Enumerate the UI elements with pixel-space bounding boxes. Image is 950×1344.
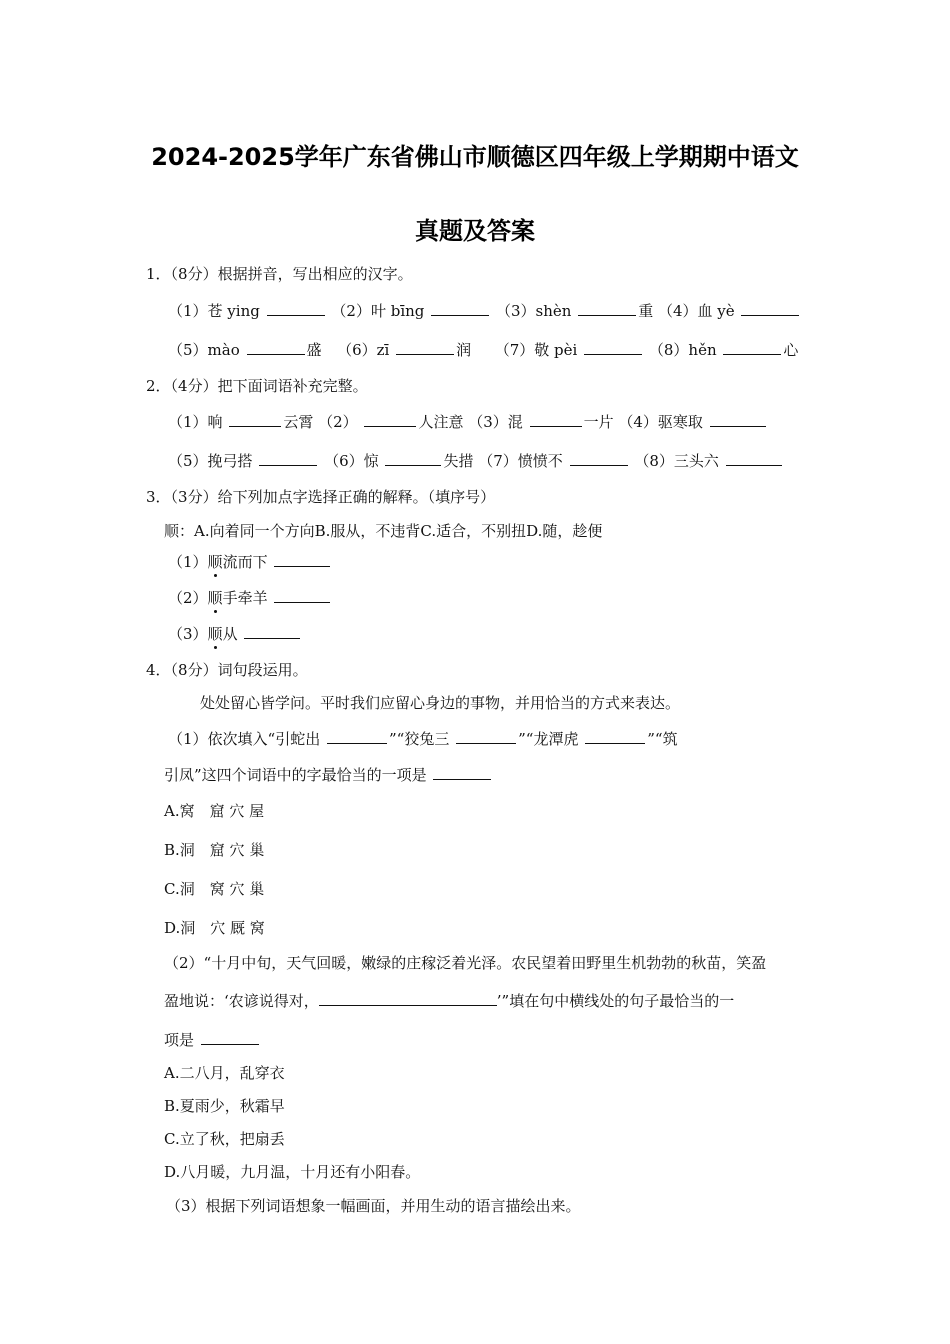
part-1-text-line-2: 引凤”这四个词语中的字最恰当的一项是 <box>164 766 427 784</box>
answer-blank[interactable] <box>319 991 497 1006</box>
question-1-row-1 <box>168 301 801 321</box>
q2-item-8: （8）三头六 <box>634 452 719 470</box>
answer-blank[interactable] <box>274 588 330 603</box>
item-number: （1） <box>168 553 208 571</box>
q1-item-3-suffix: 重 <box>638 302 654 320</box>
question-3-item-1 <box>168 552 332 572</box>
question-4-part-2-line-3 <box>164 1030 261 1050</box>
answer-blank[interactable] <box>431 301 489 316</box>
q1-item-6: （6）zī <box>337 341 390 359</box>
question-4-part-2-line-1: （2）“十月中旬，天气回暖，嫩绿的庄稼泛着光泽。农民望着田野里生机勃勃的秋苗，笑盈 <box>164 954 767 972</box>
answer-blank[interactable] <box>327 729 387 744</box>
answer-blank[interactable] <box>364 412 416 427</box>
q1-item-3: （3）shèn <box>495 302 572 320</box>
question-4-intro: 处处留心皆学问。平时我们应留心身边的事物，并用恰当的方式来表达。 <box>200 694 681 712</box>
part-1-option-d: D.洞 穴 厩 窝 <box>164 919 265 937</box>
part-2-option-a: A.二八月，乱穿衣 <box>164 1064 285 1082</box>
q2-item-5: （5）挽弓搭 <box>168 452 253 470</box>
answer-blank[interactable] <box>259 451 317 466</box>
q2-item-2-suffix: 人注意 <box>418 413 464 431</box>
dotted-character: 顺 <box>207 553 223 571</box>
part-1-text-c: ”“龙潭虎 <box>518 730 579 748</box>
part-1-text-a: （1）依次填入“引蛇出 <box>168 730 321 748</box>
answer-blank[interactable] <box>247 340 305 355</box>
answer-blank[interactable] <box>456 729 516 744</box>
q2-item-7: （7）愤愤不 <box>478 452 563 470</box>
q2-item-6-suffix: 失措 <box>443 452 474 470</box>
q1-item-4: （4）血 yè <box>658 302 735 320</box>
part-1-option-c: C.洞 窝 穴 巢 <box>164 880 265 898</box>
part-2-option-c: C.立了秋，把扇丢 <box>164 1130 285 1148</box>
answer-blank[interactable] <box>396 340 454 355</box>
answer-blank[interactable] <box>584 340 642 355</box>
part-2-option-b: B.夏雨少，秋霜早 <box>164 1097 285 1115</box>
answer-blank[interactable] <box>741 301 799 316</box>
q1-item-5: （5）mào <box>168 341 240 359</box>
question-4-part-2-line-2 <box>164 991 734 1011</box>
answer-blank[interactable] <box>385 451 441 466</box>
q1-item-5-suffix: 盛 <box>306 341 322 359</box>
part-1-option-a: A.窝 窟 穴 屋 <box>164 802 265 820</box>
q1-item-1: （1）苍 ying <box>168 302 260 320</box>
document-title-line-1: 2024-2025学年广东省佛山市顺德区四年级上学期期中语文 <box>151 143 799 171</box>
part-1-text-b: ”“狡兔三 <box>389 730 450 748</box>
answer-blank[interactable] <box>267 301 325 316</box>
question-3-options: 顺：A.向着同一个方向B.服从，不违背C.适合，不别扭D.随，趁便 <box>164 522 603 540</box>
question-4-heading: 4．（8分）词句段运用。 <box>146 661 308 679</box>
q2-item-6: （6）惊 <box>324 452 379 470</box>
item-text: 手牵羊 <box>222 589 268 607</box>
question-4-part-3: （3）根据下列词语想象一幅画面，并用生动的语言描绘出来。 <box>166 1197 581 1215</box>
part-2-option-d: D.八月暖，九月温，十月还有小阳春。 <box>164 1163 421 1181</box>
question-3-item-2 <box>168 588 332 608</box>
answer-blank[interactable] <box>433 765 491 780</box>
part-1-option-b: B.洞 窟 穴 巢 <box>164 841 265 859</box>
answer-blank[interactable] <box>570 451 628 466</box>
q1-item-8: （8）hěn <box>648 341 717 359</box>
q1-item-8-suffix: 心 <box>783 341 799 359</box>
item-text: 流而下 <box>222 553 268 571</box>
q2-item-4: （4）驱寒取 <box>618 413 703 431</box>
part-1-text-d: ”“筑 <box>647 730 678 748</box>
item-number: （2） <box>168 589 208 607</box>
q1-item-7: （7）敬 pèi <box>494 341 578 359</box>
q2-item-1-suffix: 云霄 <box>283 413 314 431</box>
item-number: （3） <box>168 625 208 643</box>
question-1-row-2 <box>168 340 798 360</box>
answer-blank[interactable] <box>710 412 766 427</box>
answer-blank[interactable] <box>201 1030 259 1045</box>
question-4-part-1-line-2 <box>164 765 493 785</box>
dotted-character: 顺 <box>207 589 223 607</box>
question-3-item-3 <box>168 624 302 644</box>
part-2-text-line-3: 项是 <box>164 1031 195 1049</box>
answer-blank[interactable] <box>723 340 781 355</box>
question-4-part-1-line-1 <box>168 729 678 749</box>
answer-blank[interactable] <box>726 451 782 466</box>
q2-item-1: （1）响 <box>168 413 223 431</box>
q2-item-2: （2） <box>318 413 358 431</box>
q2-item-3-suffix: 一片 <box>583 413 614 431</box>
question-2-row-2 <box>168 451 784 471</box>
answer-blank[interactable] <box>530 412 582 427</box>
answer-blank[interactable] <box>578 301 636 316</box>
document-title-line-2: 真题及答案 <box>415 217 535 245</box>
answer-blank[interactable] <box>274 552 330 567</box>
q2-item-3: （3）混 <box>468 413 523 431</box>
question-2-heading: 2．（4分）把下面词语补充完整。 <box>146 377 368 395</box>
dotted-character: 顺 <box>207 625 223 643</box>
part-2-text-a: 盈地说：‘农谚说得对， <box>164 992 319 1010</box>
answer-blank[interactable] <box>585 729 645 744</box>
q1-item-6-suffix: 润 <box>456 341 472 359</box>
item-text: 从 <box>222 625 238 643</box>
answer-blank[interactable] <box>229 412 281 427</box>
q1-item-2: （2）叶 bīng <box>331 302 425 320</box>
question-1-heading: 1．（8分）根据拼音，写出相应的汉字。 <box>146 265 413 283</box>
part-2-text-b: ’”填在句中横线处的句子最恰当的一 <box>496 992 735 1010</box>
answer-blank[interactable] <box>244 624 300 639</box>
question-3-heading: 3．（3分）给下列加点字选择正确的解释。（填序号） <box>146 488 496 506</box>
question-2-row-1 <box>168 412 768 432</box>
